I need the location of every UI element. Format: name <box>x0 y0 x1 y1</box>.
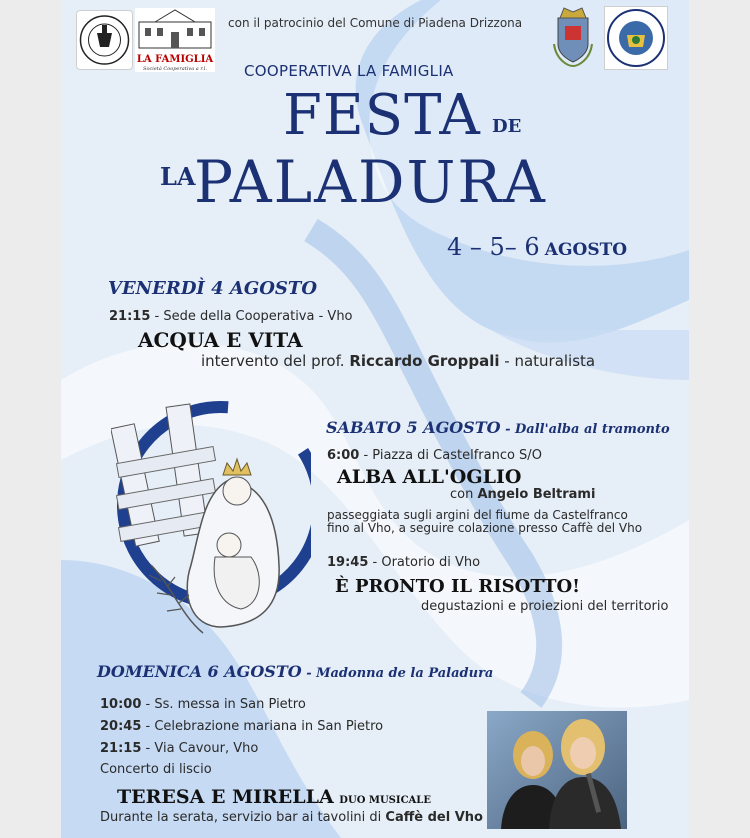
patronage-text: con il patrocinio del Comune di Piadena Drizzona <box>228 16 523 30</box>
saturday-time1-place <box>327 448 542 463</box>
saturday-with <box>450 487 595 502</box>
sunday-bar-name: Caffè del Vho <box>385 810 483 825</box>
sunday-item-time: 21:15 <box>100 741 142 756</box>
saturday-time2-place <box>327 555 480 570</box>
dates-numbers: 4 – 5– 6 <box>447 233 540 261</box>
title-paladura: PALADURA <box>194 148 547 216</box>
friday-place: - Sede della Cooperativa - Vho <box>150 309 353 324</box>
friday-time: 21:15 <box>109 309 151 324</box>
saturday-desc2: degustazioni e proiezioni del territorio <box>421 599 669 614</box>
logo-family-sub: Società Cooperativa a r.l. <box>143 66 207 72</box>
sunday-item-text: - Ss. messa in San Pietro <box>141 697 306 712</box>
title-de: DE <box>492 116 522 137</box>
sunday-item-text: - Celebrazione mariana in San Pietro <box>141 719 384 734</box>
friday-time-place <box>109 309 353 324</box>
coop-name: COOPERATIVA LA FAMIGLIA <box>244 62 454 80</box>
saturday-time1: 6:00 <box>327 448 360 463</box>
saturday-place2: - Oratorio di Vho <box>368 555 481 570</box>
cathedral-seal-logo <box>76 10 133 70</box>
sunday-bar <box>100 810 483 825</box>
performers-duo: DUO MUSICALE <box>339 795 431 806</box>
sunday-item-text: - Via Cavour, Vho <box>141 741 259 756</box>
saturday-desc1-line1: passeggiata sugli argini del fiume da Castelfranco <box>327 508 628 522</box>
friday-heading: VENERDÌ 4 AGOSTO <box>108 278 317 299</box>
friday-desc <box>201 352 595 370</box>
municipal-crest-logo <box>550 4 596 70</box>
sunday-concert: Concerto di liscio <box>100 762 212 777</box>
title-la: LA <box>160 162 196 191</box>
sunday-performers <box>117 786 431 808</box>
sunday-bar-pre: Durante la serata, servizio bar ai tavolini di <box>100 810 386 825</box>
sunday-item-time: 10:00 <box>100 697 142 712</box>
saturday-event2: È PRONTO IL RISOTTO! <box>335 576 581 597</box>
saturday-with-name: Angelo Beltrami <box>477 487 596 502</box>
logo-family-name: LA FAMIGLIA <box>136 54 214 65</box>
sunday-heading <box>97 662 493 681</box>
association-seal-logo <box>604 6 668 70</box>
la-famiglia-logo <box>135 8 215 72</box>
sunday-item <box>100 741 258 756</box>
madonna-illustration <box>111 395 311 635</box>
sunday-heading-date: DOMENICA 6 AGOSTO <box>97 662 302 681</box>
saturday-place1: - Piazza di Castelfranco S/O <box>359 448 542 463</box>
saturday-time2: 19:45 <box>327 555 369 570</box>
friday-desc-post: - naturalista <box>499 352 596 370</box>
friday-event: ACQUA E VITA <box>138 328 303 352</box>
performers-photo <box>487 711 627 829</box>
poster <box>61 0 689 838</box>
dates-month: AGOSTO <box>544 240 628 260</box>
saturday-desc1-line2: fino al Vho, a seguire colazione presso Caffè del Vho <box>327 521 643 535</box>
performers-name: TERESA E MIRELLA <box>117 786 334 808</box>
sunday-item <box>100 719 383 734</box>
saturday-event1: ALBA ALL'OGLIO <box>337 466 522 488</box>
saturday-heading-sub: - Dall'alba al tramonto <box>500 422 670 437</box>
saturday-heading <box>326 418 670 437</box>
title-festa: FESTA <box>283 83 481 148</box>
sunday-item-time: 20:45 <box>100 719 142 734</box>
saturday-with-pre: con <box>450 487 478 502</box>
friday-desc-pre: intervento del prof. <box>201 352 350 370</box>
saturday-heading-date: SABATO 5 AGOSTO <box>326 418 501 437</box>
sunday-heading-sub: - Madonna de la Paladura <box>301 666 494 681</box>
title-dates <box>447 233 627 261</box>
friday-desc-name: Riccardo Groppali <box>349 352 500 370</box>
sunday-item <box>100 697 306 712</box>
